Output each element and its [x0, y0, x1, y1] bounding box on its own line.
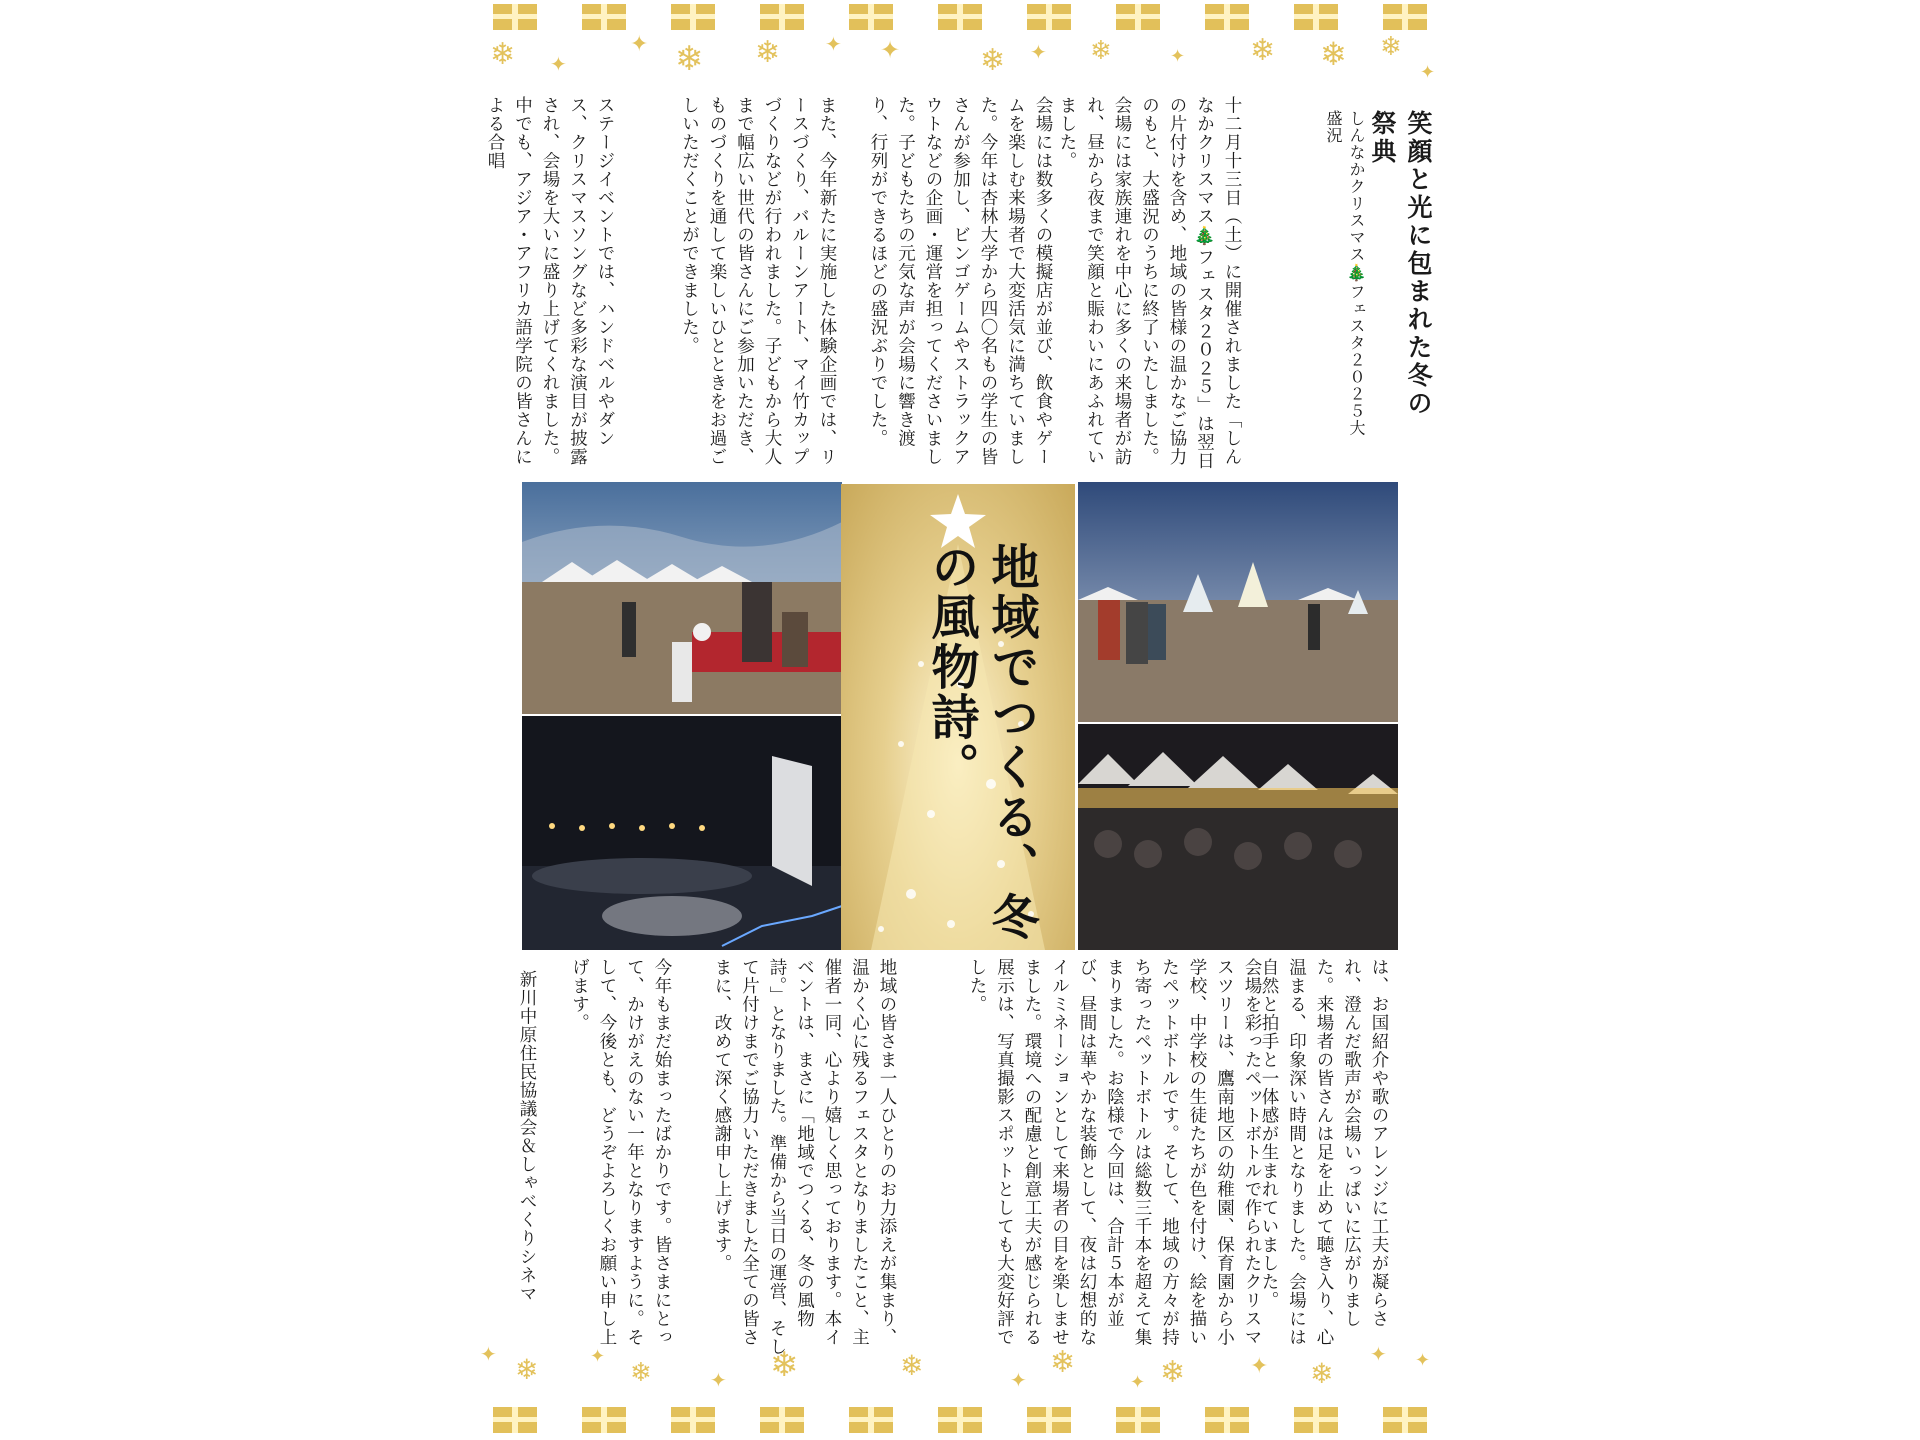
sparkle-icon: ✦ — [590, 1346, 606, 1367]
gift-box-icon — [493, 4, 537, 30]
gift-box-icon — [938, 4, 982, 30]
gift-box-icon — [760, 4, 804, 30]
gift-box-icon — [1116, 4, 1160, 30]
text-column-6: 会場を彩ったペットボトルで作られたクリスマスツリーは、鷹南地区の幼稚園、保育園から小学校、中学校の生徒たちが色を付け、絵を描いたペットボトルです。そして、地域の方々が持ち寄ったペットボトルは総数三千本を超えて集まりました。お陰様で今回は、合計５本が並び、昼間は華やかな装飾として、夜は幻想的なイルミネーションとして来場者の目を楽しませました。環境への配慮と創意工夫が感じられる展示は、写真撮影スポットとしても大変好評でした。 — [967, 958, 1262, 1347]
sparkle-icon: ✦ — [1420, 62, 1436, 83]
snowflake-icon: ❄ — [1050, 1345, 1076, 1380]
gift-box-icon — [671, 4, 715, 30]
snowflake-icon: ❄ — [770, 1345, 799, 1385]
sparkle-icon: ✦ — [1250, 1354, 1269, 1379]
snowflake-icon: ❄ — [900, 1349, 924, 1382]
text-column-5: は、お国紹介や歌のアレンジに工夫が凝らされ、澄んだ歌声が会場いっぱいに広がりました。来場者の皆さんは足を止めて聴き入り、心温まる、印象深い時間となりました。会場には自然と拍手と一体感が生まれていました。 — [1259, 958, 1389, 1347]
snowflake-icon: ❄ — [515, 1353, 539, 1386]
bottom-gift-border — [470, 1400, 1450, 1440]
photo-night-stage-screen — [522, 716, 842, 950]
gift-box-icon — [1383, 4, 1427, 30]
gift-box-icon — [760, 1407, 804, 1433]
gift-box-icon — [1205, 1407, 1249, 1433]
snowflake-icon: ❄ — [1160, 1355, 1186, 1390]
sparkle-icon: ✦ — [630, 32, 649, 57]
photo-daytime-tents-tables — [522, 482, 842, 714]
sparkle-icon: ✦ — [1415, 1350, 1431, 1371]
gift-box-icon — [1027, 4, 1071, 30]
gift-box-icon — [1116, 1407, 1160, 1433]
snowflake-icon: ❄ — [1320, 35, 1347, 73]
text-column-1: 十二月十三日（土）に開催されました「しんなかクリスマス🎄フェスタ２０２５」は翌日の片付けを含め、地域の皆様の温かなご協力のもと、大盛況のうちに終了いたしました。会場には家族連れを中心に多くの来場者が訪れ、昼から夜まで笑顔と賑わいにあふれていました。 — [1057, 96, 1242, 470]
photo-graphic — [522, 482, 842, 714]
gift-box-icon — [582, 1407, 626, 1433]
snowflake-icon: ❄ — [630, 1358, 652, 1388]
top-snowflake-row — [470, 34, 1450, 84]
gift-box-icon — [493, 1407, 537, 1433]
newsletter-page — [470, 0, 1450, 1440]
gift-box-icon — [1294, 4, 1338, 30]
snowflake-icon: ❄ — [675, 39, 704, 79]
gift-box-icon — [1027, 1407, 1071, 1433]
sparkle-icon: ✦ — [1370, 1342, 1387, 1366]
snowflake-icon: ❄ — [490, 37, 516, 72]
sparkle-icon: ✦ — [1130, 1372, 1146, 1393]
text-column-3: また、今年新たに実施した体験企画では、リースづくり、バルーンアート、マイ竹カップづくりなどが行われました。子どもから大人まで幅広い世代の皆さんにご参加いただき、ものづくりを通して楽しいひとときをお過ごしいただくことができました。 — [679, 96, 837, 466]
top-gift-border — [470, 0, 1450, 34]
text-column-2: 会場には数多くの模擬店が並び、飲食やゲームを楽しむ来場者で大変活気に満ちていました。今年は杏林大学から四〇名もの学生の皆さんが参加し、ビンゴゲームやストラックアウトなどの企画・運営を担ってくださいました。子どもたちの元気な声が会場に響き渡り、行列ができるほどの盛況ぶりでした。 — [868, 96, 1053, 466]
gift-box-icon — [1294, 1407, 1338, 1433]
snowflake-icon: ❄ — [755, 35, 781, 70]
sparkle-icon: ✦ — [1030, 40, 1047, 64]
photo-graphic — [1078, 724, 1398, 950]
gift-box-icon — [849, 4, 893, 30]
photo-night-crowd-tents — [1078, 724, 1398, 950]
sparkle-icon: ✦ — [1010, 1368, 1027, 1392]
gift-box-icon — [671, 1407, 715, 1433]
snowflake-icon: ❄ — [980, 43, 1006, 78]
photo-graphic — [522, 716, 842, 950]
center-tree-panel — [841, 484, 1075, 950]
sparkle-icon: ✦ — [480, 1342, 497, 1366]
snowflake-icon: ❄ — [1310, 1357, 1334, 1390]
gift-box-icon — [849, 1407, 893, 1433]
snowflake-icon: ❄ — [1380, 32, 1402, 62]
text-column-8: 今年もまだ始まったばかりです。皆さまにとって、かけがえのない一年となりますように。そして、今後とも、どうぞよろしくお願い申し上げます。 — [569, 958, 672, 1347]
article-subtitle: しんなかクリスマス🎄フェスタ２０２５大盛況 — [1324, 110, 1366, 437]
photo-graphic — [1078, 482, 1398, 722]
sparkle-icon: ✦ — [550, 52, 567, 76]
sparkle-icon: ✦ — [880, 36, 901, 64]
text-column-7: 地域の皆さま一人ひとりのお力添えが集まり、温かく心に残るフェスタとなりましたこと、主催者一同、心より嬉しく思っております。本イベントは、まさに「地域でつくる、冬の風物詩。」となりました。準備から当日の運営、そして片付けまでご協力いただきました全ての皆さまに、改めて深く感謝申し上げます。 — [712, 958, 897, 1357]
signature: 新川中原住民協議会＆しゃべくりシネマ — [517, 970, 537, 1303]
photo-daytime-bottle-trees — [1078, 482, 1398, 722]
center-heading: 地域でつくる、冬の風物詩。 — [923, 542, 1039, 942]
article-title: 笑顔と光に包まれた冬の祭典 — [1368, 110, 1433, 418]
sparkle-icon: ✦ — [1170, 46, 1186, 67]
bottom-snowflake-row — [470, 1340, 1450, 1400]
gift-box-icon — [938, 1407, 982, 1433]
sparkle-icon: ✦ — [710, 1368, 727, 1392]
gift-box-icon — [582, 4, 626, 30]
gift-box-icon — [1383, 1407, 1427, 1433]
snowflake-icon: ❄ — [1250, 33, 1276, 68]
gift-box-icon — [1205, 4, 1249, 30]
text-column-4: ステージイベントでは、ハンドベルやダンス、クリスマスソングなど多彩な演目が披露され、会場を大いに盛り上げてくれました。中でも、アジア・アフリカ語学院の皆さんによる合唱 — [485, 96, 615, 466]
snowflake-icon: ❄ — [1090, 36, 1112, 66]
sparkle-icon: ✦ — [825, 32, 842, 56]
